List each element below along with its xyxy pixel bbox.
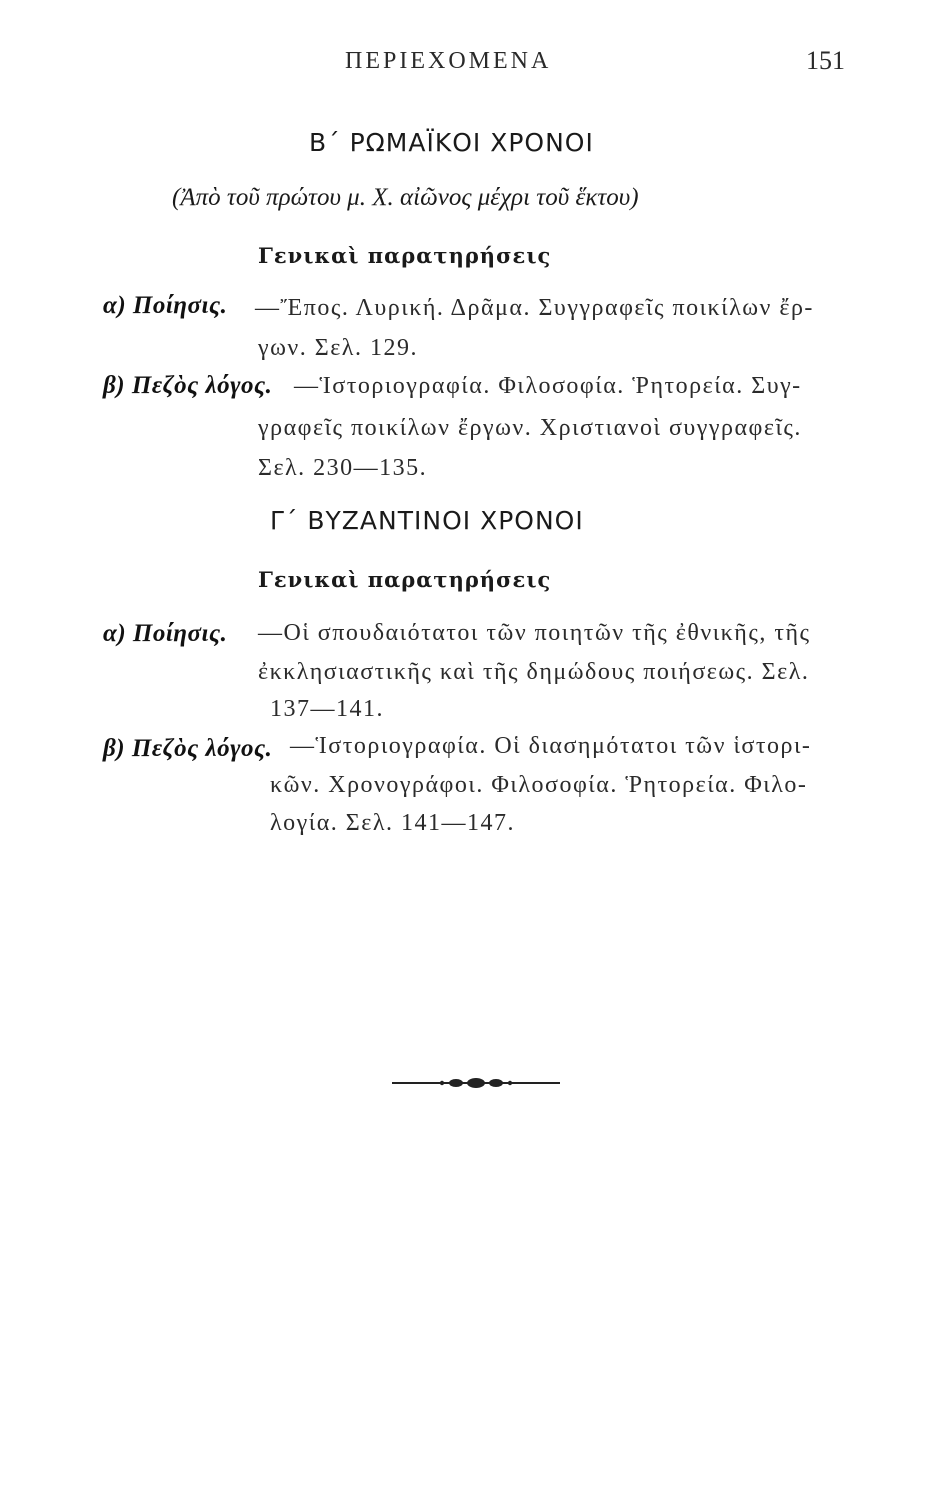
page-number: 151 [806, 46, 845, 75]
part-b-entry-a-label: α) Ποίησις. [103, 292, 228, 319]
part-c-title: Γ΄ ΒΥΖΑΝΤΙΝΟΙ ΧΡΟΝΟΙ [270, 506, 584, 535]
part-c-entry-b-line-3: λογία. Σελ. 141—147. [270, 810, 515, 836]
part-c-heading: Γενικαὶ παρατηρήσεις [258, 567, 552, 592]
part-c-entry-a-line-2: ἐκκλησιαστικῆς καὶ τῆς δημώδους ποιήσεως. Σελ. [258, 659, 810, 685]
part-c-entry-b-line-2: κῶν. Χρονογράφοι. Φιλοσοφία. Ῥητορεία. Φιλο- [270, 772, 808, 798]
part-c-entry-a-line-1: —Οἱ σπουδαιότατοι τῶν ποιητῶν τῆς ἐθνικῆς, τῆς [258, 620, 811, 646]
part-c-entry-a-line-3: 137—141. [270, 696, 384, 722]
part-b-entry-b-line-1: —Ἱστοριογραφία. Φιλοσοφία. Ῥητορεία. Συγ- [294, 373, 802, 399]
part-b-entry-a-line-2: γων. Σελ. 129. [258, 335, 418, 361]
running-title: ΠΕΡΙΕΧΟΜΕΝΑ [345, 48, 552, 74]
part-c-entry-b-line-1: —Ἱστοριογραφία. Οἱ διασημότατοι τῶν ἱστορι- [290, 733, 812, 759]
part-b-subtitle: (Ἀπὸ τοῦ πρώτου μ. Χ. αἰῶνος μέχρι τοῦ ἕκτου) [172, 184, 639, 211]
part-b-entry-b-line-2: γραφεῖς ποικίλων ἔργων. Χριστιανοὶ συγγραφεῖς. [258, 415, 802, 441]
part-c-entry-a-label: α) Ποίησις. [103, 620, 228, 647]
part-b-title: Β΄ ΡΩΜΑΪΚΟΙ ΧΡΟΝΟΙ [309, 128, 594, 157]
part-c-entry-b-label: β) Πεζὸς λόγος. [103, 735, 273, 762]
tailpiece-rule-ornament-icon [392, 1077, 560, 1089]
part-b-entry-a-line-1: —Ἔπος. Λυρική. Δρᾶμα. Συγγραφεῖς ποικίλων ἔρ- [255, 295, 814, 321]
part-b-heading: Γενικαὶ παρατηρήσεις [258, 243, 552, 268]
part-b-entry-b-label: β) Πεζὸς λόγος. [103, 372, 273, 399]
part-b-entry-b-line-3: Σελ. 230—135. [258, 455, 428, 481]
